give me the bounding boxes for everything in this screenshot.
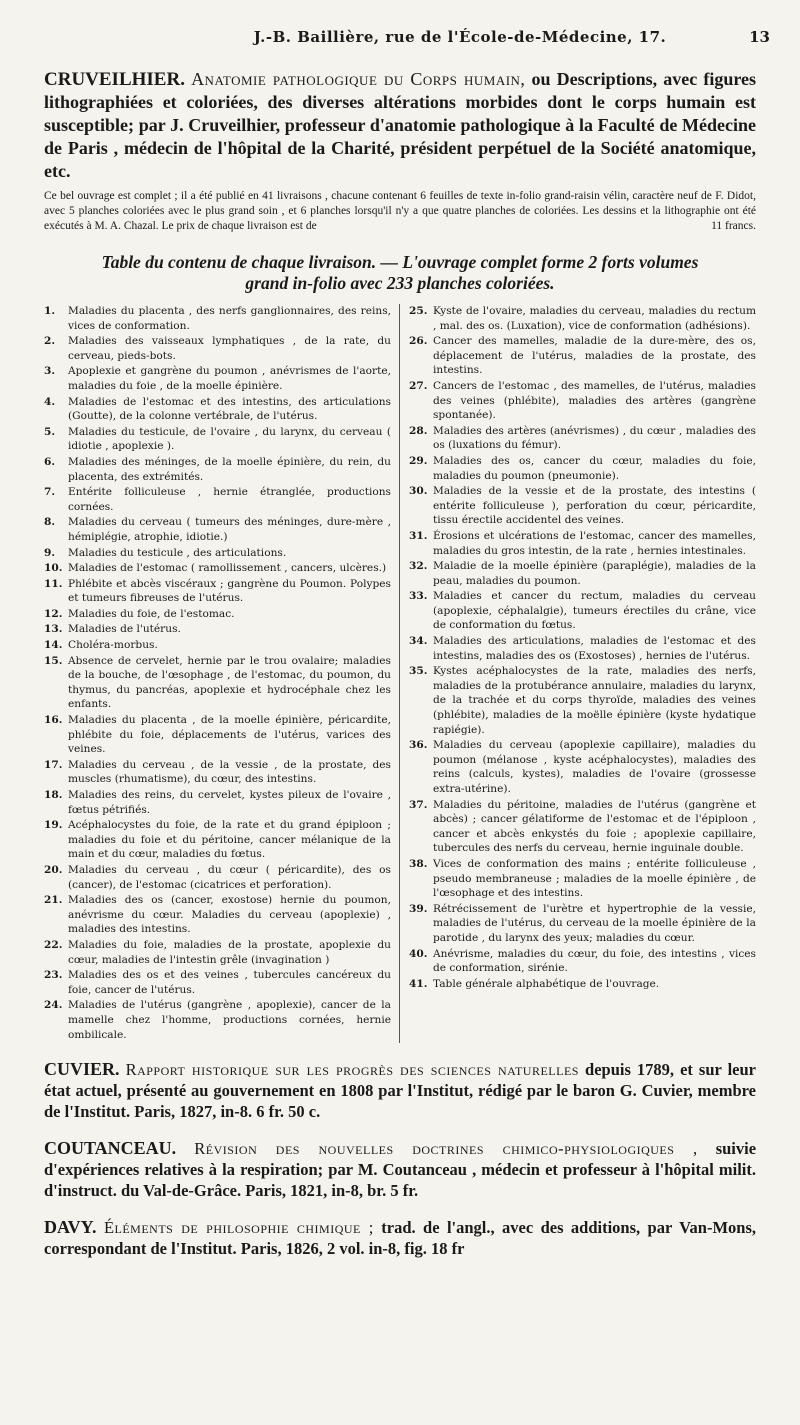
toc-item-text: Maladies des artères (anévrismes) , du cœur , maladies des os (luxations du fémur). (433, 424, 756, 452)
toc-item-text: Maladies du foie, de l'estomac. (68, 607, 235, 620)
toc-item-number: 2. (44, 335, 56, 348)
toc-item-number: 40. (409, 947, 428, 960)
toc-item-text: Maladies du péritoine, maladies de l'utérus (gangrène et abcès) ; cancer gélatiforme de l'estomac et de l'épiploon , cancer et abcès enkystés du foie ; apoplexie capillaire, tubercules des nerfs du cerveau, hernie inguinale double. (433, 798, 756, 855)
toc-item-number: 27. (409, 379, 428, 392)
toc-item (409, 379, 756, 423)
toc-item-number: 23. (44, 969, 63, 982)
toc-item (44, 425, 391, 454)
toc-item (409, 798, 756, 856)
toc-item-text: Maladies et cancer du rectum, maladies du cerveau (apoplexie, céphalalgie), tumeurs érectiles du crâne, vice de conformation du fœtus. (433, 590, 756, 632)
toc-item (44, 938, 391, 967)
entry-cuvier (44, 1059, 756, 1122)
entry-title: Éléments de philosophie chimique ; (103, 1218, 374, 1238)
toc-item-text: Maladies de la vessie et de la prostate, des intestins ( entérite folliculeuse ), perforation du cœur, péricardite, tissu érectile accidentel des veines. (433, 485, 756, 527)
toc-item (409, 738, 756, 796)
toc-item (409, 334, 756, 378)
toc-item-text: Table générale alphabétique de l'ouvrage. (433, 977, 660, 990)
toc-item (44, 515, 391, 544)
toc-item-text: Maladies des vaisseaux lymphatiques , de la rate, du cerveau, pieds-bots. (68, 335, 391, 362)
toc-heading-line2: grand in-folio avec 233 planches coloriées. (245, 273, 555, 293)
toc-item-text: Anévrisme, maladies du cœur, du foie, des intestins , vices de conformation, sirénie. (433, 947, 756, 975)
toc-item-number: 18. (44, 789, 63, 801)
entry-author: COUTANCEAU. (44, 1138, 177, 1159)
toc-item-number: 11. (44, 577, 63, 590)
toc-item-number: 41. (409, 977, 428, 990)
toc-item-number: 30. (409, 485, 428, 498)
entry-author: CRUVEILHIER. (44, 69, 185, 90)
toc-item-text: Entérite folliculeuse , hernie étranglée, productions cornées. (68, 486, 391, 513)
toc-item-number: 37. (409, 798, 428, 811)
toc-item (409, 484, 756, 528)
toc-item (44, 998, 391, 1042)
toc-item-number: 24. (44, 999, 63, 1012)
toc-column-left (44, 304, 400, 1043)
toc-item-number: 6. (44, 455, 56, 468)
toc-item (44, 364, 391, 393)
toc-item (44, 304, 391, 333)
toc-item-text: Maladies des méninges, de la moelle épinière, du rein, du placenta, des extrémités. (68, 455, 391, 483)
toc-item (44, 713, 391, 757)
toc-item-text: Vices de conformation des mains ; entérite folliculeuse , pseudo membraneuse ; maladies de la moelle épinière , de l'œsophage et des intestins. (433, 857, 756, 900)
toc-item (44, 485, 391, 514)
toc-item-number: 33. (409, 590, 428, 603)
toc-item-number: 20. (44, 863, 63, 876)
entry-price: 11 francs. (711, 220, 756, 232)
toc-item-text: Maladies du placenta , des nerfs ganglionnaires, des reins, vices de conformation. (68, 305, 391, 332)
toc-item-text: Maladies du foie, maladies de la prostate, apoplexie du cœur, maladies de l'intestin grêle (invagination ) (68, 938, 391, 966)
toc-item-text: Maladies du cerveau (apoplexie capillaire), maladies du poumon (mélanose , kyste acéphalocystes), maladies des reins (calculs, kystes), maladies de l'ovaire (grossesse extra-utérine). (433, 739, 756, 795)
toc-item (44, 622, 391, 637)
entry-price: 6 fr. 50 c. (256, 1102, 321, 1122)
toc-item-number: 36. (409, 739, 428, 752)
toc-item-text: Apoplexie et gangrène du poumon , anévrismes de l'aorte, maladies du foie , de la moelle épinière. (68, 365, 391, 392)
toc-item-text: Phlébite et abcès viscéraux ; gangrène du Poumon. Polypes et tumeurs fibreuses de l'utérus. (68, 577, 391, 605)
toc-item-text: Acéphalocystes du foie, de la rate et du grand épiploon ; maladies du foie et du péritoine, cancer mélanique de la main et du cœur, maladies du fœtus. (68, 819, 391, 861)
toc-item-text: Maladies de l'estomac et des intestins, des articulations (Goutte), de la colonne vertébrale, de l'utérus. (68, 395, 391, 423)
toc-item-number: 35. (409, 665, 428, 678)
toc-item-number: 29. (409, 454, 428, 467)
toc-item-number: 16. (44, 714, 63, 727)
toc-item (44, 546, 391, 561)
toc-item (409, 664, 756, 737)
toc-item-number: 17. (44, 758, 63, 771)
toc-item-text: Maladies des os, cancer du cœur, maladies du foie, maladies du poumon (pneumonie). (433, 454, 756, 482)
toc-item-text: Cancers de l'estomac , des mamelles, de l'utérus, maladies des veines (phlébite), maladies des artères (gangrène spontanée). (433, 379, 756, 422)
toc-item (44, 893, 391, 937)
toc-item (409, 947, 756, 976)
page-number: 13 (749, 28, 770, 46)
toc-item-number: 9. (44, 546, 56, 559)
entry-title: Rapport historique sur les progrès des sciences naturelles (125, 1060, 579, 1080)
toc-item-text: Kystes acéphalocystes de la rate, maladies des nerfs, maladies de la protubérance annulaire, maladies du larynx, de la trachée et du corps thyroïde, maladies des veines (phlébite), maladies de la moëlle épinière (kyste hydatique rapiégie). (433, 665, 756, 736)
toc-item-number: 3. (44, 365, 56, 378)
entry-body: trad. de l'angl., avec des additions, par Van-Mons, correspondant de l'Institut. Paris, 1826, 2 vol. in-8, fig. (44, 1218, 756, 1259)
entry-title: Révision des nouvelles doctrines chimico-physiologiques , (194, 1139, 698, 1159)
toc-item (44, 577, 391, 606)
toc-item-text: Maladies du cerveau , du cœur ( péricardite), des os (cancer), de l'estomac (cicatrices et perforation). (68, 863, 391, 891)
entry-price: 18 fr (431, 1239, 465, 1259)
toc-item-text: Maladies du cerveau , de la vessie , de la prostate, des muscles (rhumatisme), du cœur, des intestins. (68, 758, 391, 786)
toc-item (44, 638, 391, 653)
toc-item-number: 15. (44, 654, 63, 667)
toc-item-number: 13. (44, 623, 63, 636)
toc-item (44, 788, 391, 817)
toc-item-text: Maladie de la moelle épinière (paraplégie), maladies de la peau, maladies du poumon. (433, 560, 756, 587)
toc-item (44, 395, 391, 424)
toc-item-number: 5. (44, 425, 56, 438)
toc-item (409, 902, 756, 946)
entry-title: Anatomie pathologique du Corps humain, (191, 69, 526, 89)
toc-item (409, 454, 756, 483)
toc-item-number: 31. (409, 529, 428, 542)
toc-item-number: 28. (409, 424, 428, 437)
toc-column-right (409, 304, 756, 1043)
toc-item-number: 39. (409, 902, 428, 915)
toc-item (409, 857, 756, 901)
entry-coutanceau (44, 1138, 756, 1201)
toc-item (409, 559, 756, 588)
toc-item-text: Maladies de l'utérus. (68, 623, 181, 636)
toc-item-text: Maladies du placenta , de la moelle épinière, péricardite, phlébite du foie, déplacements de l'utérus, varices des veines. (68, 714, 391, 756)
toc-item-text: Maladies des reins, du cervelet, kystes pileux de l'ovaire , fœtus pétrifiés. (68, 789, 391, 816)
entry-cruveilhier (44, 68, 756, 234)
toc-item-text: Maladies du testicule, de l'ovaire , du larynx, du cerveau ( idiotie , apoplexie ). (68, 425, 391, 453)
entry-davy (44, 1217, 756, 1259)
toc-item-number: 26. (409, 335, 428, 348)
toc-item-text: Maladies du cerveau ( tumeurs des méninges, dure-mère , hémiplégie, atrophie, idiotie.) (68, 516, 391, 543)
toc-item (44, 818, 391, 862)
toc-item-number: 38. (409, 857, 428, 870)
toc-item (44, 455, 391, 484)
toc-item-number: 21. (44, 894, 63, 907)
toc-item (44, 654, 391, 712)
toc-item-text: Kyste de l'ovaire, maladies du cerveau, maladies du rectum , mal. des os. (Luxation), vice de conformation (adhésions). (433, 305, 756, 332)
toc-item-number: 22. (44, 938, 63, 951)
toc-item-text: Absence de cervelet, hernie par le trou ovalaire; maladies de la bouche, de l'œsophage , de l'estomac, du poumon, du thymus, du pancréas, apoplexie et hydrocéphale chez les enfants. (68, 654, 391, 711)
toc-item-text: Choléra-morbus. (68, 639, 158, 652)
toc-item-text: Maladies des os (cancer, exostose) hernie du poumon, anévrisme du cœur. Maladies du cerveau (apoplexie) , maladies des intestins. (68, 894, 391, 936)
running-head: J.-B. Baillière, rue de l'École-de-Médecine, 17. (253, 28, 667, 46)
entry-author: DAVY. (44, 1217, 97, 1238)
toc-item-text: Cancer des mamelles, maladie de la dure-mère, des os, déplacement de l'utérus, maladies de la prostate, des intestins. (433, 335, 756, 377)
toc (44, 304, 756, 1043)
toc-item (44, 334, 391, 363)
entry-author: CUVIER. (44, 1059, 120, 1080)
toc-item (409, 589, 756, 633)
toc-item-number: 32. (409, 560, 428, 573)
entry-price: 5 fr. (390, 1181, 419, 1201)
toc-item-number: 7. (44, 486, 56, 499)
toc-item (44, 607, 391, 622)
toc-item-text: Maladies des articulations, maladies de l'estomac et des intestins, maladies des os (Exostoses) , hernies de l'utérus. (433, 635, 756, 662)
entry-body: depuis 1789, et sur leur état actuel, présenté au gouvernement en 1808 par l'Institut, rédigé par le baron G. Cuvier, membre de l'Institut. Paris, 1827, in-8. (44, 1060, 757, 1122)
toc-item (409, 304, 756, 333)
toc-item-number: 12. (44, 607, 63, 620)
toc-item (409, 977, 756, 992)
toc-item (409, 424, 756, 453)
toc-item-text: Maladies de l'utérus (gangrène , apoplexie), cancer de la mamelle chez l'homme, productions cornées, hernie ombilicale. (68, 999, 391, 1041)
toc-item (409, 634, 756, 663)
toc-item (409, 529, 756, 558)
toc-item-text: Rétrécissement de l'urètre et hypertrophie de la vessie, maladies de l'utérus, du cerveau de la moelle épinière de la parotide , du larynx des yeux; maladies du cœur. (433, 902, 756, 944)
toc-heading-line1: Table du contenu de chaque livraison. — L'ouvrage complet forme 2 forts volumes (101, 252, 699, 272)
toc-item-number: 1. (44, 305, 56, 317)
toc-heading (44, 252, 756, 294)
entry-body: ou Descriptions, avec figures lithographiées et coloriées, des diverses altérations morbides dont le corps humain est susceptible; par J. Cruveilhier, professeur d'anatomie pathologique à la Faculté de Médecine de Paris , médecin de l'hôpital de la Charité, président perpétuel de la Société anatomique, etc. (44, 69, 757, 181)
toc-item-number: 14. (44, 639, 63, 652)
toc-item-number: 4. (44, 395, 56, 408)
toc-item-text: Maladies du testicule , des articulations. (68, 546, 287, 559)
toc-item-text: Maladies de l'estomac ( ramollissement , cancers, ulcères.) (68, 562, 387, 575)
entry-note-text: Ce bel ouvrage est complet ; il a été publié en 41 livraisons , chacune contenant 6 feuilles de texte in-folio grand-raisin vélin, caractère neuf de F. Didot, avec 5 planches coloriées avec le plus grand soin , et 6 planches lorsqu'il n'y a que quatre planches de coloriées. Les dessins et la lithographie ont été exécutés à M. A. Chazal. Le prix de chaque livraison est de (44, 190, 756, 232)
toc-item-number: 19. (44, 819, 63, 832)
toc-item (44, 561, 391, 576)
toc-item-text: Maladies des os et des veines , tubercules cancéreux du foie, cancer de l'utérus. (68, 969, 391, 996)
toc-item-number: 10. (44, 562, 63, 575)
toc-item (44, 863, 391, 892)
entry-body: suivie d'expériences relatives à la respiration; par M. Coutanceau , médecin et professeur à l'hôpital milit. d'instruct. du Val-de-Grâce. Paris, 1821, in-8, br. (44, 1139, 757, 1201)
toc-item (44, 758, 391, 787)
toc-item-number: 25. (409, 305, 428, 317)
toc-item (44, 968, 391, 997)
toc-item-text: Érosions et ulcérations de l'estomac, cancer des mamelles, maladies du gros intestin, de la rate , hernies intestinales. (433, 529, 756, 557)
entry-note (44, 189, 756, 234)
toc-item-number: 8. (44, 516, 56, 529)
toc-item-number: 34. (409, 635, 428, 648)
